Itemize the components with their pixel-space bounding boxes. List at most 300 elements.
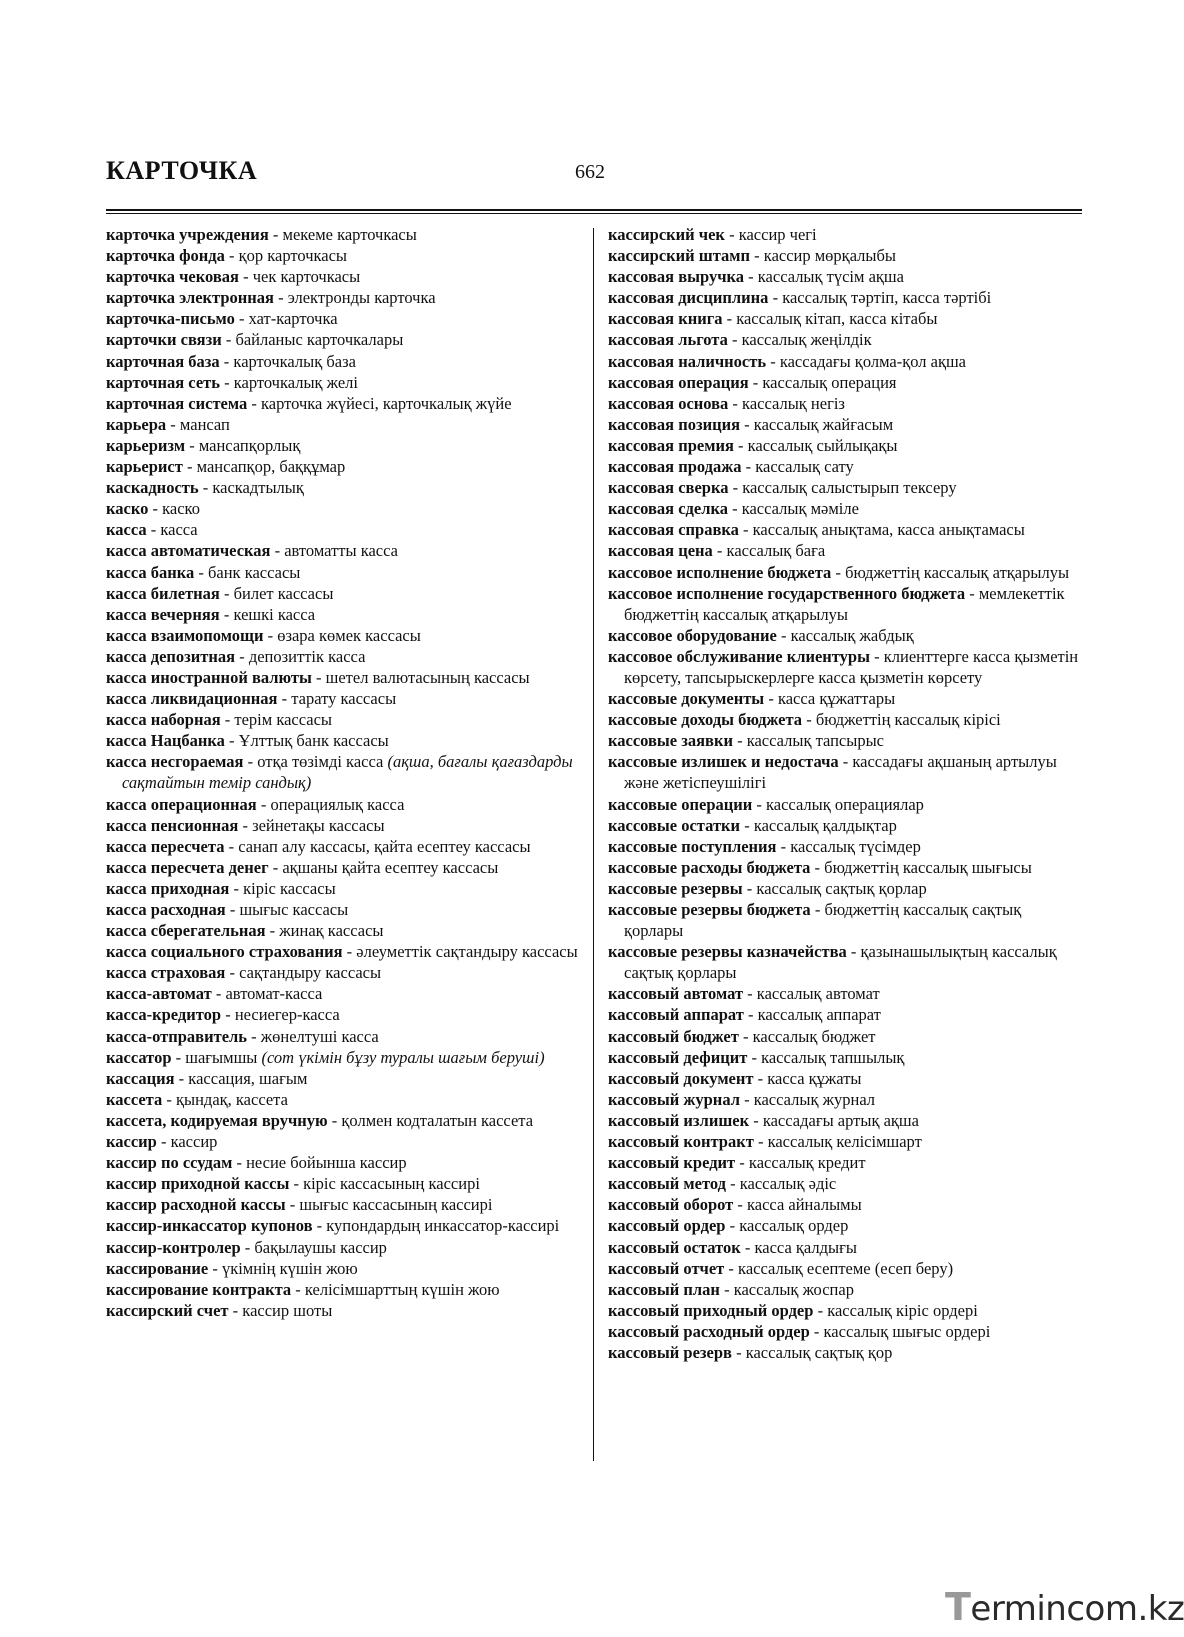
entry-definition: әлеуметтік сақтандыру кассасы xyxy=(356,942,578,962)
dictionary-entry xyxy=(106,709,584,730)
entry-separator: - xyxy=(247,1026,261,1046)
dictionary-entry xyxy=(106,224,584,245)
entry-separator: - xyxy=(268,225,283,244)
dictionary-entry xyxy=(106,1237,584,1258)
entry-separator: - xyxy=(712,541,727,561)
entry-definition: шағымшы xyxy=(185,1047,258,1067)
entry-definition: мекеме карточкасы xyxy=(282,225,417,244)
entry-separator: - xyxy=(148,499,163,519)
entry-term: карточка учреждения xyxy=(106,225,269,244)
dictionary-entry xyxy=(608,1173,1082,1194)
entry-definition: кешкі касса xyxy=(233,604,316,624)
watermark-text: ermincom.kz xyxy=(970,1589,1184,1629)
dictionary-entry xyxy=(608,1237,1082,1258)
entry-term: кассовая дисциплина xyxy=(608,288,769,308)
entry-term: касса приходная xyxy=(106,878,230,898)
entry-definition: сақтандыру кассасы xyxy=(239,963,382,983)
dictionary-entry xyxy=(106,287,584,308)
dictionary-entry xyxy=(608,688,1082,709)
entry-separator: - xyxy=(219,351,234,371)
entry-term: кассовая книга xyxy=(608,309,723,329)
entry-term: кассовый контракт xyxy=(608,1132,754,1152)
entry-separator: - xyxy=(753,1068,768,1088)
entry-term: касса xyxy=(106,520,147,540)
entry-separator: - xyxy=(744,267,758,287)
right-column xyxy=(608,224,1082,1363)
dictionary-entry xyxy=(608,308,1082,329)
dictionary-entry xyxy=(106,1215,584,1236)
entry-term: касса иностранной валюты xyxy=(106,667,312,687)
entry-definition: касса xyxy=(160,520,198,540)
entry-separator: - xyxy=(722,309,737,329)
entry-separator: - xyxy=(743,1005,758,1025)
dictionary-entry xyxy=(106,266,584,287)
entry-separator: - xyxy=(263,625,278,645)
dictionary-entry xyxy=(608,224,1082,245)
dictionary-entry xyxy=(608,287,1082,308)
entry-separator: - xyxy=(256,794,271,814)
page-header-word: КАРТОЧКА xyxy=(106,156,258,185)
entry-definition: кассация, шағым xyxy=(188,1068,308,1088)
entry-definition: кассалық бюджет xyxy=(752,1026,876,1046)
entry-term: кассовая льгота xyxy=(608,330,728,350)
entry-separator: - xyxy=(194,562,208,582)
entry-term: касса ликвидационная xyxy=(106,689,278,709)
entry-separator: - xyxy=(224,246,239,266)
entry-term: кассовая основа xyxy=(608,393,729,413)
dictionary-entry xyxy=(106,1279,584,1300)
dictionary-entry xyxy=(608,1300,1082,1321)
entry-term: кассир приходной кассы xyxy=(106,1174,290,1194)
entry-separator: - xyxy=(731,1342,746,1362)
entry-separator: - xyxy=(156,1132,171,1152)
entry-separator: - xyxy=(838,752,853,772)
entry-term: касса сберегательная xyxy=(106,921,266,941)
entry-definition: Ұлттық банк кассасы xyxy=(238,731,389,751)
entry-term: карточная система xyxy=(106,393,248,413)
entry-definition: банк кассасы xyxy=(208,562,301,582)
entry-separator: - xyxy=(224,836,239,856)
entry-separator: - xyxy=(219,372,234,392)
entry-definition: бақылаушы кассир xyxy=(254,1237,387,1257)
entry-definition: қолмен кодталатын кассета xyxy=(341,1110,534,1130)
dictionary-entry xyxy=(608,878,1082,899)
dictionary-entry xyxy=(106,1047,584,1068)
entry-term: касса автоматическая xyxy=(106,541,271,561)
entry-term: карточная база xyxy=(106,351,220,371)
entry-definition: қор карточкасы xyxy=(238,246,348,266)
entry-definition: кассалық кіріс ордері xyxy=(827,1300,978,1320)
dictionary-entry xyxy=(608,583,1082,625)
entry-term: кассир xyxy=(106,1132,157,1152)
entry-definition: кассалық жабдық xyxy=(790,625,914,645)
entry-separator: - xyxy=(273,288,288,308)
dictionary-entry xyxy=(106,941,584,962)
entry-term: кассовый оборот xyxy=(608,1195,734,1215)
entry-definition: касса құжаттары xyxy=(777,689,896,709)
entry-separator: - xyxy=(733,435,748,455)
entry-term: кассовый документ xyxy=(608,1068,754,1088)
entry-separator: - xyxy=(234,309,249,329)
dictionary-entry xyxy=(106,899,584,920)
dictionary-entry xyxy=(608,1047,1082,1068)
entry-term: кассир-контролер xyxy=(106,1237,241,1257)
dictionary-entry xyxy=(608,519,1082,540)
entry-separator: - xyxy=(846,942,861,962)
entry-definition: каскадтылық xyxy=(212,478,304,498)
entry-term: каскадность xyxy=(106,478,199,498)
entry-definition: автомат-касса xyxy=(225,984,323,1004)
entry-definition: чек карточкасы xyxy=(252,267,361,287)
entry-separator: - xyxy=(238,815,253,835)
entry-definition: кассир xyxy=(170,1132,218,1152)
entry-separator: - xyxy=(174,1068,189,1088)
entry-term: карточка фонда xyxy=(106,246,225,266)
entry-term: кассирский штамп xyxy=(608,246,751,266)
site-watermark[interactable] xyxy=(945,1585,1184,1629)
entry-term: кассовая сверка xyxy=(608,478,729,498)
dictionary-entry xyxy=(106,435,584,456)
entry-definition: клиенттерге касса қызметін көрсету, тапсырыскерлерге касса қызметін көрсету xyxy=(624,646,1079,687)
entry-definition: кассадағы ақшаның артылуы және жетіспеушілігі xyxy=(624,752,1057,793)
entry-definition: ақшаны қайта есептеу кассасы xyxy=(282,857,499,877)
entry-term: касса взаимопомощи xyxy=(106,625,264,645)
entry-term: кассовая справка xyxy=(608,520,739,540)
dictionary-entry xyxy=(608,751,1082,793)
dictionary-entry xyxy=(608,730,1082,751)
entry-separator: - xyxy=(738,520,753,540)
entry-separator: - xyxy=(268,857,283,877)
entry-definition: кіріс кассасының кассирі xyxy=(303,1174,480,1194)
dictionary-entry xyxy=(106,604,584,625)
entry-separator: - xyxy=(240,1237,255,1257)
entry-definition: кассалық журнал xyxy=(753,1089,876,1109)
entry-definition: кассалық сақтық қор xyxy=(745,1342,893,1362)
entry-separator: - xyxy=(809,1321,824,1341)
header-rule-thin xyxy=(106,213,1082,214)
entry-term: кассовые резервы бюджета xyxy=(608,900,811,919)
entry-separator: - xyxy=(312,1216,327,1236)
dictionary-entry xyxy=(106,983,584,1004)
entry-term: кассовые доходы бюджета xyxy=(608,710,803,730)
entry-separator: - xyxy=(232,1153,247,1173)
entry-term: касса пересчета xyxy=(106,836,225,856)
dictionary-entry xyxy=(106,667,584,688)
entry-definition: кассадағы қолма-қол ақша xyxy=(779,351,967,371)
entry-separator: - xyxy=(739,1089,754,1109)
entry-term: кассовый аппарат xyxy=(608,1005,744,1025)
entry-definition: кассалық жоспар xyxy=(733,1279,854,1299)
entry-definition: электронды карточка xyxy=(287,288,436,308)
entry-term: карточка-письмо xyxy=(106,309,235,329)
dictionary-entry xyxy=(608,1110,1082,1131)
entry-definition: кассалық ордер xyxy=(739,1216,849,1236)
entry-definition: бюджеттің кассалық сақтық қорлары xyxy=(624,900,1022,941)
dictionary-entry xyxy=(106,815,584,836)
entry-term: кассовый расходный ордер xyxy=(608,1321,810,1341)
left-column xyxy=(106,224,584,1321)
entry-term: кассовый метод xyxy=(608,1174,726,1194)
entry-term: касса социального страхования xyxy=(106,942,343,962)
dictionary-entry xyxy=(106,688,584,709)
entry-definition: кассалық анықтама, касса анықтамасы xyxy=(752,520,1025,540)
entry-separator: - xyxy=(728,393,743,413)
dictionary-entry xyxy=(106,836,584,857)
entry-definition: билет кассасы xyxy=(233,583,334,603)
dictionary-entry xyxy=(106,498,584,519)
entry-definition: мансапқорлық xyxy=(198,435,301,455)
entry-separator: - xyxy=(211,984,226,1004)
entry-term: кассовый автомат xyxy=(608,984,744,1004)
entry-separator: - xyxy=(802,710,816,730)
dictionary-entry xyxy=(106,962,584,983)
entry-term: касса пересчета денег xyxy=(106,857,269,877)
entry-term: кассовый кредит xyxy=(608,1153,736,1173)
entry-definition: отқа төзімді касса xyxy=(257,752,384,772)
entry-separator: - xyxy=(185,435,199,455)
entry-term: кассовое обслуживание клиентуры xyxy=(608,646,870,666)
entry-definition: хат-карточка xyxy=(248,309,338,329)
entry-definition: кассир чегі xyxy=(738,225,817,244)
entry-separator: - xyxy=(732,731,747,751)
dictionary-entry xyxy=(608,329,1082,350)
dictionary-entry xyxy=(608,435,1082,456)
entry-definition: зейнетақы кассасы xyxy=(252,815,385,835)
entry-separator: - xyxy=(225,963,240,983)
dictionary-entry xyxy=(608,625,1082,646)
entry-separator: - xyxy=(285,1195,300,1215)
dictionary-entry xyxy=(106,1089,584,1110)
entry-separator: - xyxy=(727,499,742,519)
entry-separator: - xyxy=(748,372,763,392)
entry-definition: карточка жүйесі, карточкалық жүйе xyxy=(261,393,512,413)
entry-separator: - xyxy=(277,689,292,709)
entry-term: касса-кредитор xyxy=(106,1005,222,1025)
dictionary-entry xyxy=(106,1110,584,1131)
dictionary-entry xyxy=(608,1131,1082,1152)
entry-definition: қазынашылықтың кассалық сақтық қорлары xyxy=(624,942,1057,983)
entry-definition: каско xyxy=(162,499,200,519)
dictionary-entry xyxy=(106,519,584,540)
entry-term: кассовая операция xyxy=(608,372,749,392)
entry-term: карточная сеть xyxy=(106,372,220,392)
entry-separator: - xyxy=(235,646,249,666)
entry-separator: - xyxy=(182,457,197,477)
entry-separator: - xyxy=(749,1110,763,1130)
entry-separator: - xyxy=(221,1005,235,1025)
entry-definition: байланыс карточкалары xyxy=(235,330,404,350)
dictionary-entry xyxy=(608,1004,1082,1025)
entry-term: кассовый бюджет xyxy=(608,1026,739,1046)
dictionary-entry xyxy=(106,1152,584,1173)
entry-definition: кассалық шығыс ордері xyxy=(823,1321,991,1341)
entry-separator: - xyxy=(228,1300,243,1320)
entry-term: карточка чековая xyxy=(106,267,239,287)
entry-separator: - xyxy=(776,625,791,645)
entry-separator: - xyxy=(219,583,234,603)
entry-separator: - xyxy=(342,942,357,962)
entry-definition: кіріс кассасы xyxy=(243,878,336,898)
entry-separator: - xyxy=(727,330,742,350)
entry-definition: мансапқор, баққұмар xyxy=(196,457,346,477)
dictionary-entry xyxy=(608,857,1082,878)
entry-separator: - xyxy=(740,1237,755,1257)
entry-definition: жинақ кассасы xyxy=(279,921,384,941)
entry-definition: кассалық келісімшарт xyxy=(767,1132,922,1152)
dictionary-entry xyxy=(608,456,1082,477)
entry-term: кассовый излишек xyxy=(608,1110,750,1130)
entry-term: кассирский счет xyxy=(106,1300,229,1320)
dictionary-entry xyxy=(106,562,584,583)
dictionary-entry xyxy=(106,583,584,604)
entry-definition: мансап xyxy=(179,414,230,434)
entry-definition: касса қалдығы xyxy=(754,1237,857,1257)
dictionary-entry xyxy=(106,1300,584,1321)
entry-separator: - xyxy=(166,414,180,434)
dictionary-entry xyxy=(608,941,1082,983)
dictionary-entry xyxy=(608,393,1082,414)
dictionary-entry xyxy=(106,1194,584,1215)
entry-separator: - xyxy=(724,1258,739,1278)
entry-definition: касса айналымы xyxy=(747,1195,862,1215)
entry-definition: кассалық жайғасым xyxy=(753,414,894,434)
entry-term: кассовое исполнение бюджета xyxy=(608,562,832,582)
entry-term: кассовый дефицит xyxy=(608,1047,748,1067)
entry-definition: өзара көмек кассасы xyxy=(277,625,421,645)
entry-definition: шығыс кассасы xyxy=(239,900,349,919)
entry-note: (сот үкімін бұзу туралы шағым беруші) xyxy=(261,1047,545,1067)
entry-definition: несие бойынша кассир xyxy=(246,1153,407,1173)
entry-separator: - xyxy=(327,1110,342,1130)
dictionary-entry xyxy=(106,730,584,751)
dictionary-entry xyxy=(106,477,584,498)
entry-definition: кассалық салыстырып тексеру xyxy=(742,478,957,498)
entry-definition: кассалық аппарат xyxy=(757,1005,881,1025)
entry-note: (ақша, бағалы қағаздарды сақтайтын темір сандық) xyxy=(122,752,573,793)
entry-term: кассовая наличность xyxy=(608,351,767,371)
header-rule xyxy=(106,209,1082,211)
entry-term: касса билетная xyxy=(106,583,220,603)
entry-separator: - xyxy=(750,246,764,266)
entry-separator: - xyxy=(965,583,979,603)
entry-separator: - xyxy=(726,1174,740,1194)
entry-definition: кассалық сыйлықақы xyxy=(747,435,898,455)
entry-definition: кассалық кредит xyxy=(748,1153,866,1173)
entry-definition: тарату кассасы xyxy=(291,689,397,709)
entry-definition: кассалық тапсырыс xyxy=(746,731,885,751)
entry-separator: - xyxy=(810,857,825,877)
entry-definition: кассалық тәртіп, касса тәртібі xyxy=(782,288,992,308)
dictionary-entry xyxy=(608,646,1082,688)
entry-term: кассовые документы xyxy=(608,689,765,709)
entry-separator: - xyxy=(198,478,213,498)
entry-separator: - xyxy=(225,900,240,919)
dictionary-entry xyxy=(106,540,584,561)
dictionary-entry xyxy=(608,794,1082,815)
entry-separator: - xyxy=(238,267,253,287)
entry-separator: - xyxy=(208,1258,222,1278)
dictionary-entry xyxy=(106,308,584,329)
dictionary-entry xyxy=(608,1089,1082,1110)
entry-definition: бюджеттің кассалық атқарылуы xyxy=(845,562,1070,582)
entry-term: карьера xyxy=(106,414,167,434)
entry-term: кассовые операции xyxy=(608,794,753,814)
entry-separator: - xyxy=(265,921,280,941)
entry-separator: - xyxy=(752,794,767,814)
dictionary-entry xyxy=(608,1068,1082,1089)
entry-term: касса пенсионная xyxy=(106,815,239,835)
entry-term: кассовый приходный ордер xyxy=(608,1300,814,1320)
entry-separator: - xyxy=(221,330,236,350)
entry-term: кассовая продажа xyxy=(608,457,742,477)
entry-separator: - xyxy=(270,541,285,561)
entry-term: кассовые резервы xyxy=(608,878,743,898)
entry-term: касса расходная xyxy=(106,900,226,919)
entry-term: касса вечерняя xyxy=(106,604,220,624)
entry-term: карточки связи xyxy=(106,330,222,350)
entry-definition: үкімнің күшін жою xyxy=(221,1258,358,1278)
entry-definition: кассалық кітап, касса кітабы xyxy=(736,309,938,329)
dictionary-entry xyxy=(608,1026,1082,1047)
entry-separator: - xyxy=(247,393,261,413)
dictionary-entry xyxy=(106,1131,584,1152)
entry-definition: шетел валютасының кассасы xyxy=(325,667,530,687)
entry-separator: - xyxy=(742,878,757,898)
entry-definition: несиегер-касса xyxy=(234,1005,340,1025)
column-divider xyxy=(593,228,594,1461)
entry-separator: - xyxy=(735,1153,749,1173)
entry-separator: - xyxy=(219,604,234,624)
entry-term: кассета xyxy=(106,1089,163,1109)
entry-separator: - xyxy=(776,836,791,856)
entry-separator: - xyxy=(724,225,739,244)
entry-definition: қындақ, кассета xyxy=(176,1089,288,1109)
entry-term: кассовый отчет xyxy=(608,1258,725,1278)
dictionary-entry xyxy=(106,245,584,266)
dictionary-entry xyxy=(106,1258,584,1279)
dictionary-entry xyxy=(608,1194,1082,1215)
dictionary-entry xyxy=(106,646,584,667)
entry-definition: кассалық сату xyxy=(755,457,854,477)
dictionary-entry xyxy=(106,794,584,815)
entry-separator: - xyxy=(766,351,780,371)
entry-definition: бюджеттің кассалық кірісі xyxy=(815,710,1001,730)
dictionary-entry xyxy=(106,372,584,393)
entry-definition: кассалық негіз xyxy=(742,393,845,413)
entry-term: кассир расходной кассы xyxy=(106,1195,286,1215)
dictionary-entry xyxy=(106,329,584,350)
entry-term: кассовая сделка xyxy=(608,499,728,519)
dictionary-entry xyxy=(608,1342,1082,1363)
entry-separator: - xyxy=(764,689,778,709)
entry-term: кассовый остаток xyxy=(608,1237,741,1257)
dictionary-entry xyxy=(608,709,1082,730)
dictionary-entry xyxy=(608,1215,1082,1236)
dictionary-entry xyxy=(608,245,1082,266)
dictionary-entry xyxy=(608,498,1082,519)
entry-term: кассовая цена xyxy=(608,541,713,561)
entry-separator: - xyxy=(171,1047,186,1067)
entry-term: кассир-инкассатор купонов xyxy=(106,1216,313,1236)
entry-term: кассирование контракта xyxy=(106,1279,292,1299)
entry-definition: автоматты касса xyxy=(284,541,398,561)
entry-definition: карточкалық желі xyxy=(233,372,358,392)
entry-term: кассовые излишек и недостача xyxy=(608,752,839,772)
entry-term: касса Нацбанка xyxy=(106,731,225,751)
entry-term: кассир по ссудам xyxy=(106,1153,233,1173)
entry-definition: бюджеттің кассалық шығысы xyxy=(824,857,1032,877)
entry-definition: санап алу кассасы, қайта есептеу кассасы xyxy=(238,836,531,856)
